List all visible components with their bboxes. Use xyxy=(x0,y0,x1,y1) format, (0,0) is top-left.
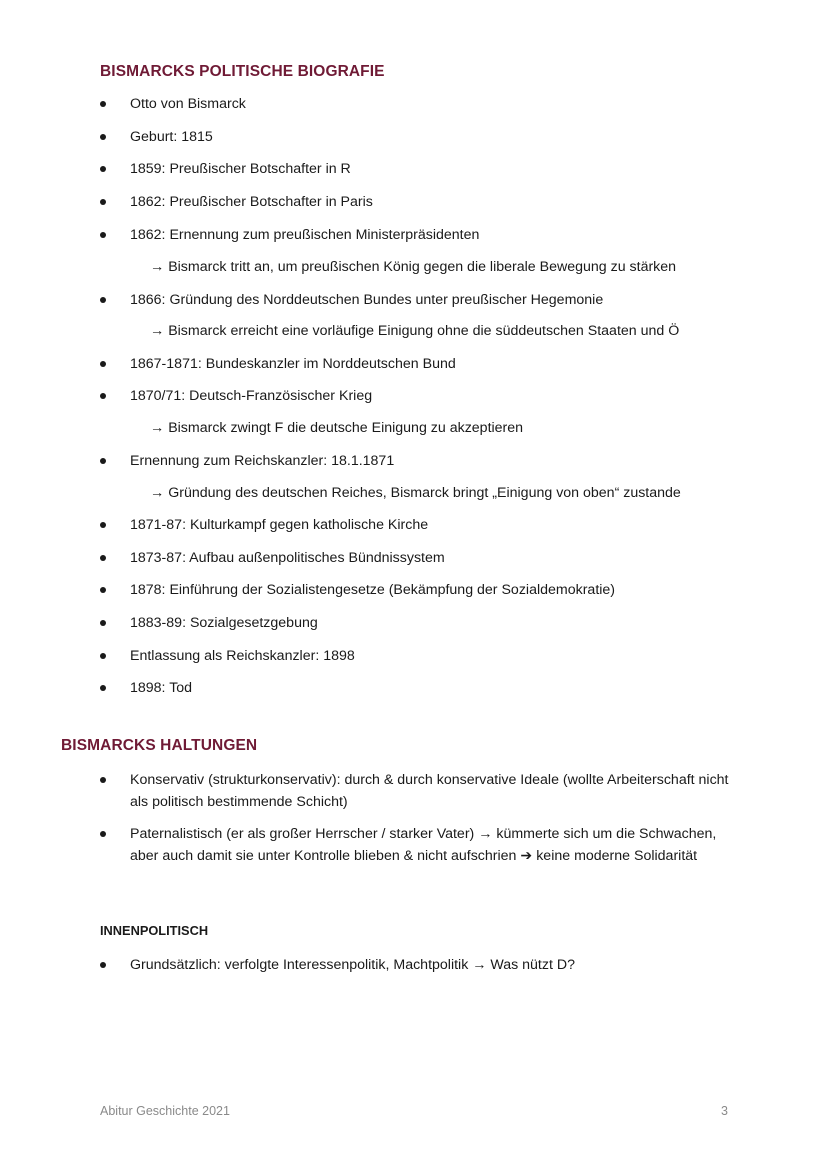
bullet-icon xyxy=(100,620,106,626)
list-item: Ernennung zum Reichskanzler: 18.1.1871 xyxy=(100,450,740,472)
bullet-icon xyxy=(100,555,106,561)
list-item: 1867-1871: Bundeskanzler im Norddeutschen Bund xyxy=(100,353,740,375)
bullet-icon xyxy=(100,685,106,691)
arrow-right-icon: → xyxy=(150,420,165,436)
bullet-icon xyxy=(100,962,106,968)
sub-item: → Bismarck zwingt F die deutsche Einigung zu akzeptieren xyxy=(150,417,523,439)
section-title-haltungen: BISMARCKS HALTUNGEN xyxy=(61,737,258,754)
list-item: Entlassung als Reichskanzler: 1898 xyxy=(100,645,740,667)
bullet-icon xyxy=(100,587,106,593)
list-item: Paternalistisch (er als großer Herrscher / starker Vater) → kümmerte sich um die Schwachen, aber auch damit sie unter Kontrolle blieben & nicht aufschrien ➔ keine moderne Solidarität xyxy=(100,823,740,867)
arrow-right-icon: → xyxy=(150,485,165,501)
list-item: 1859: Preußischer Botschafter in R xyxy=(100,158,740,180)
bullet-icon xyxy=(100,297,106,303)
list-item: Otto von Bismarck xyxy=(100,93,740,115)
bullet-icon xyxy=(100,777,106,783)
list-item: 1883-89: Sozialgesetzgebung xyxy=(100,612,740,634)
bullet-icon xyxy=(100,653,106,659)
bullet-icon xyxy=(100,166,106,172)
list-item: 1873-87: Aufbau außenpolitisches Bündnissystem xyxy=(100,547,740,569)
bullet-icon xyxy=(100,361,106,367)
bullet-icon xyxy=(100,232,106,238)
footer-title: Abitur Geschichte 2021 xyxy=(100,1104,230,1118)
list-item: 1862: Ernennung zum preußischen Ministerpräsidenten xyxy=(100,224,740,246)
list-item: 1898: Tod xyxy=(100,677,740,699)
list-item: 1871-87: Kulturkampf gegen katholische Kirche xyxy=(100,514,740,536)
list-item: 1866: Gründung des Norddeutschen Bundes unter preußischer Hegemonie xyxy=(100,289,740,311)
list-item: 1878: Einführung der Sozialistengesetze (Bekämpfung der Sozialdemokratie) xyxy=(100,579,740,601)
arrow-right-icon: → xyxy=(150,323,165,339)
section-title-biografie: BISMARCKS POLITISCHE BIOGRAFIE xyxy=(100,63,385,80)
sub-item: → Bismarck erreicht eine vorläufige Einigung ohne die süddeutschen Staaten und Ö xyxy=(150,320,679,342)
bullet-icon xyxy=(100,831,106,837)
sub-item: → Gründung des deutschen Reiches, Bismarck bringt „Einigung von oben“ zustande xyxy=(150,482,681,504)
page-number: 3 xyxy=(721,1104,728,1118)
bullet-icon xyxy=(100,458,106,464)
list-item: 1870/71: Deutsch-Französischer Krieg xyxy=(100,385,740,407)
list-item: Geburt: 1815 xyxy=(100,126,740,148)
section-title-innenpolitisch: INNENPOLITISCH xyxy=(100,923,209,938)
arrow-right-icon: → xyxy=(150,259,165,275)
sub-item: → Bismarck tritt an, um preußischen König gegen die liberale Bewegung zu stärken xyxy=(150,256,676,278)
bullet-icon xyxy=(100,522,106,528)
bullet-icon xyxy=(100,393,106,399)
bullet-icon xyxy=(100,134,106,140)
bullet-icon xyxy=(100,199,106,205)
bullet-icon xyxy=(100,101,106,107)
list-item: Konservativ (strukturkonservativ): durch & durch konservative Ideale (wollte Arbeiterschaft nicht als politisch bestimmende Schicht) xyxy=(100,769,740,813)
list-item: 1862: Preußischer Botschafter in Paris xyxy=(100,191,740,213)
list-item: Grundsätzlich: verfolgte Interessenpolitik, Machtpolitik → Was nützt D? xyxy=(100,954,740,976)
